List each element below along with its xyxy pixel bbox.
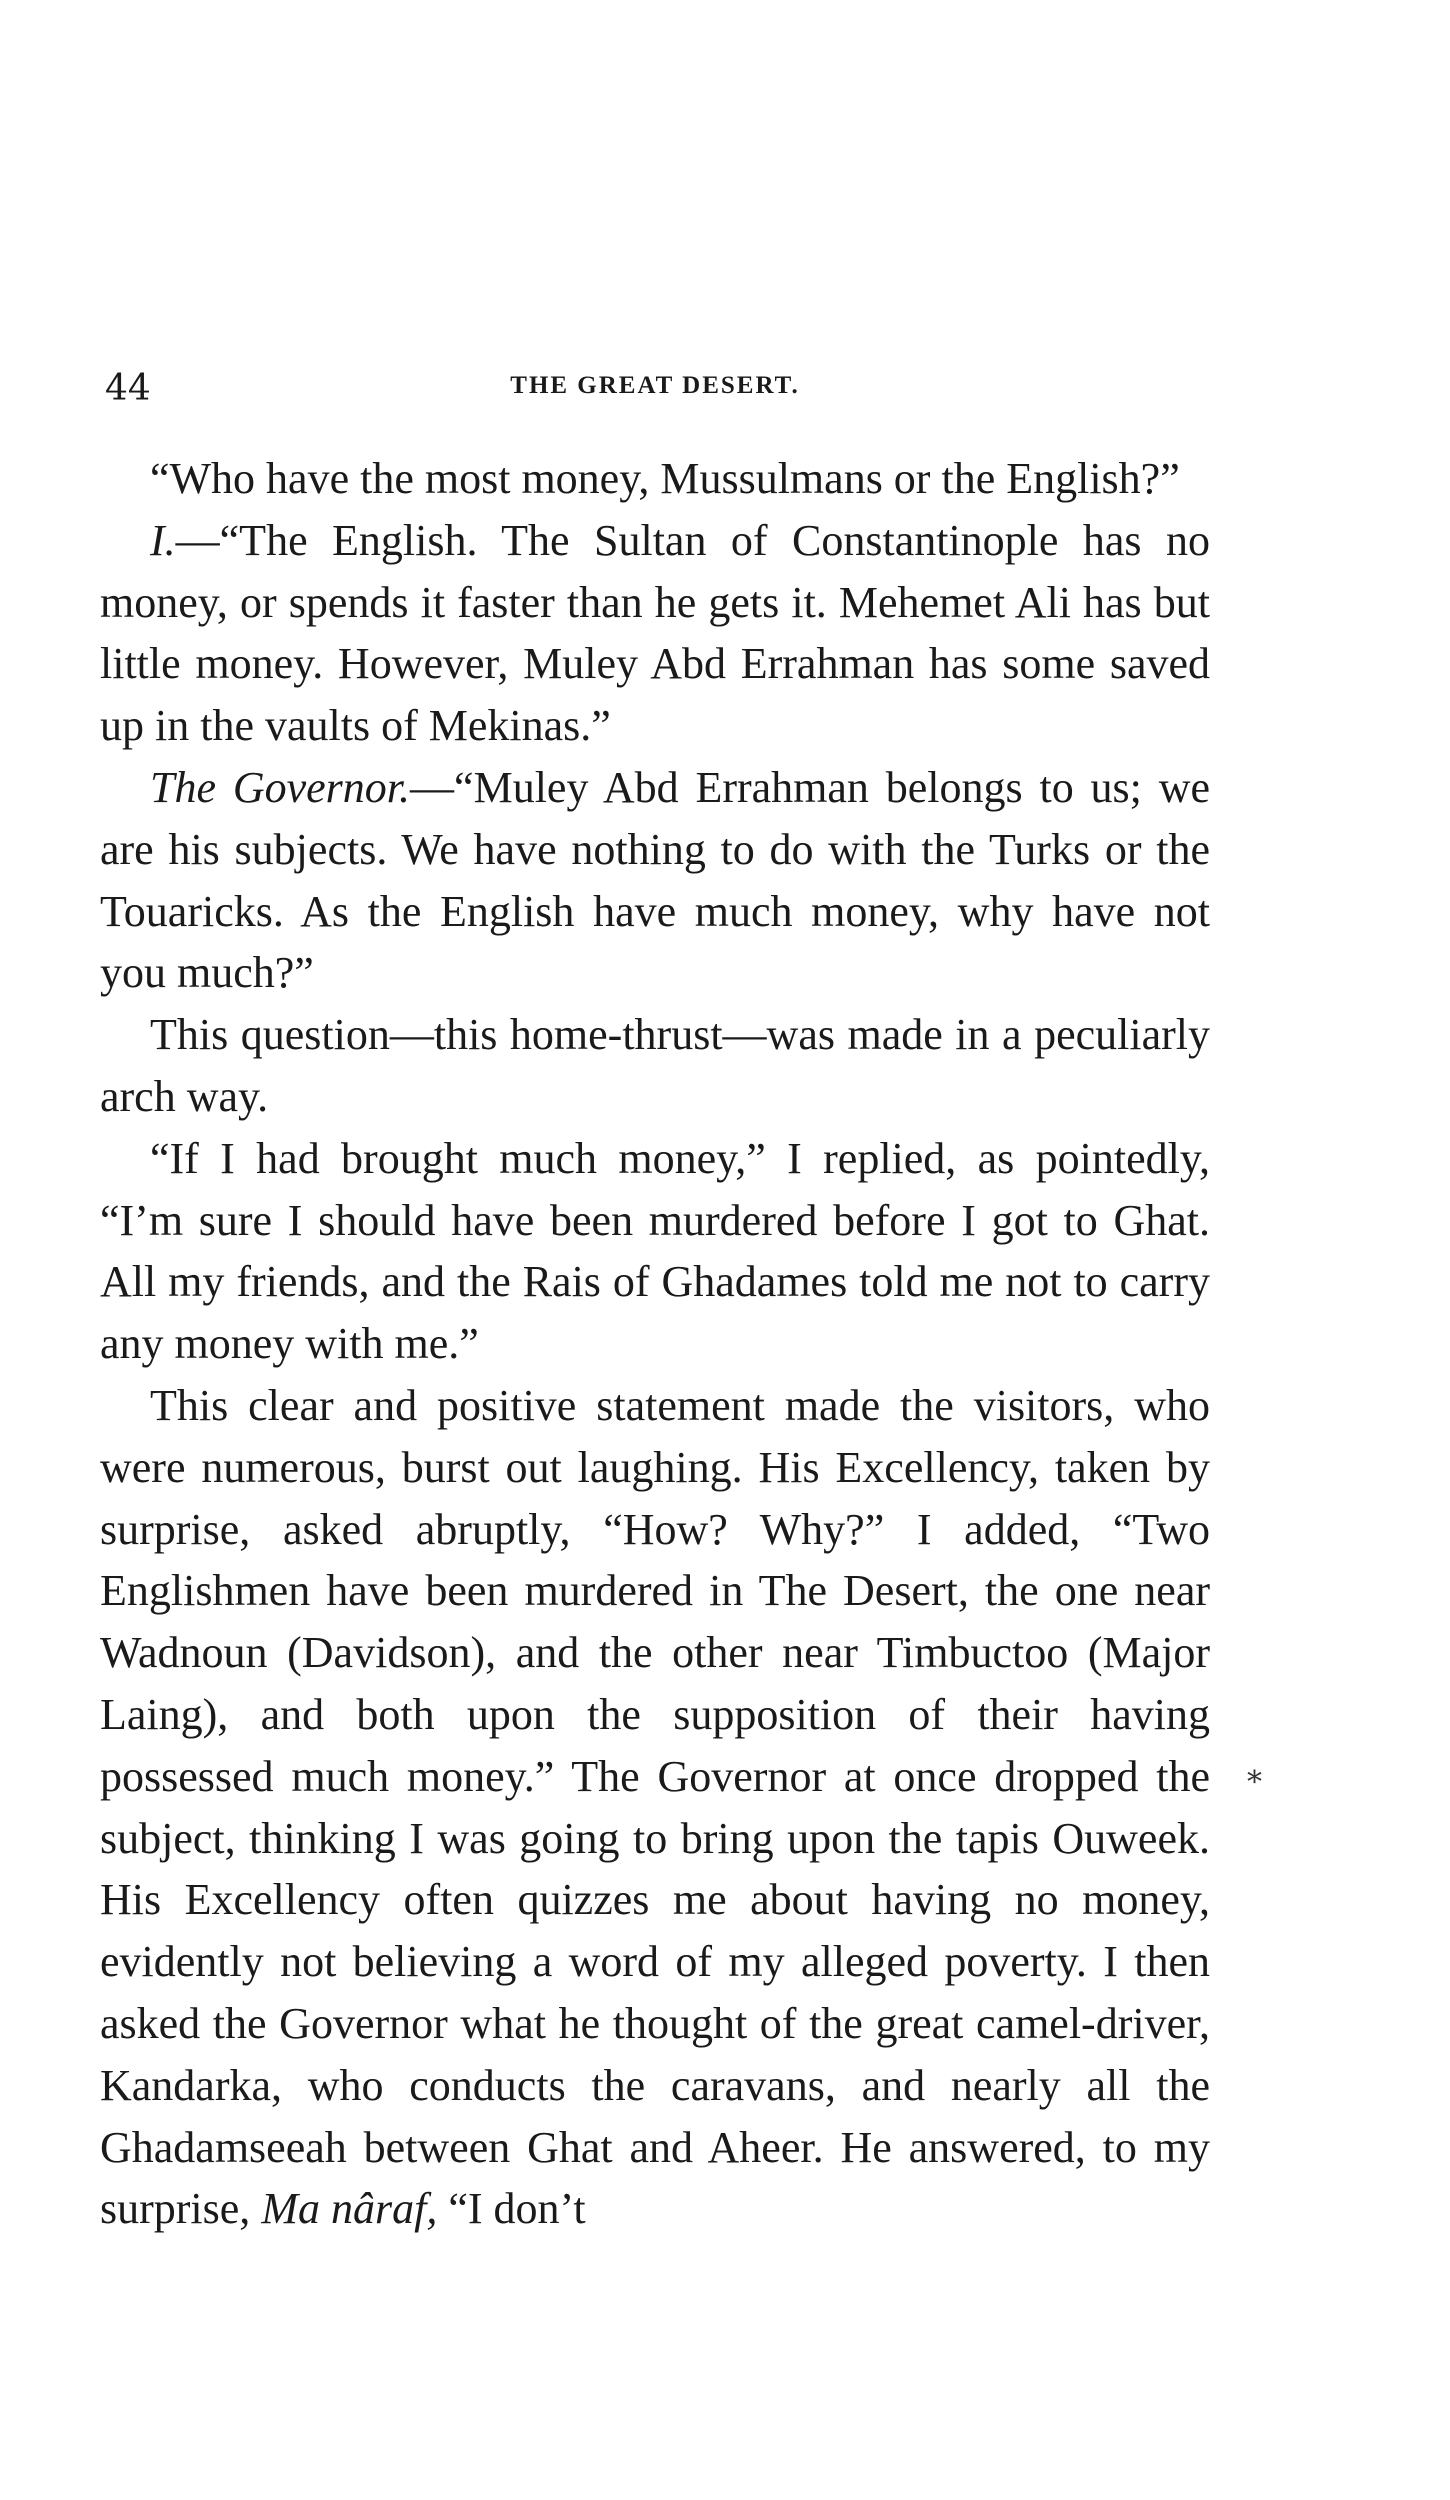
paragraph-text: “Who have the most money, Mussulmans or the English?” (150, 454, 1180, 503)
paragraph-text: “I don’t (437, 2184, 586, 2234)
paragraph-text: This question—this home-thrust—was made in a peculiarly arch way. (100, 1010, 1210, 1121)
paragraph (100, 448, 1210, 510)
page-header (100, 368, 1210, 408)
italic-text: Ma nâraf, (261, 2184, 438, 2234)
italic-text: I. (150, 515, 176, 565)
paragraph-text: “If I had brought much money,” I replied, as pointedly, “I’m sure I should have been murdered before I got to Ghat. All my friends, and the Rais of Ghadames told me not to carry any money with me.” (100, 1133, 1210, 1369)
paragraph-text: —“The English. The Sultan of Constantinople has no money, or spends it faster than he gets it. Mehemet Ali has but little money. However, Muley Abd Errahman has some saved up in the vaults of Mekinas.” (100, 515, 1210, 751)
paragraph-text: —“Muley Abd Errahman belongs to us; we are his subjects. We have nothing to do with the Turks or the Touaricks. As the English have much money, why have not you much?” (100, 762, 1211, 998)
body-text (100, 448, 1210, 2240)
running-title: THE GREAT DESERT. (510, 372, 800, 399)
paragraph (100, 510, 1210, 757)
paragraph-text: This clear and positive statement made the visitors, who were numerous, burst out laughing. His Excellency, taken by surprise, asked abruptly, “How? Why?” I added, “Two Englishmen have been murdered in The Desert, the one near Wadnoun (Davidson), and the other near Timbuctoo (Major Laing), and both upon the supposition of their having possessed much money.” The Governor at once dropped the subject, thinking I was going to bring upon the tapis Ouweek. His Excellency often quizzes me about having no money, evidently not believing a word of my alleged poverty. I then asked the Governor what he thought of the great camel-driver, Kandarka, who conducts the caravans, and nearly all the Ghadamseeah between Ghat and Aheer. He answered, to my surprise, (100, 1380, 1210, 2234)
paragraph (100, 757, 1210, 1004)
paragraph (100, 1004, 1210, 1128)
margin-mark: * (1247, 1765, 1262, 1800)
italic-text: The Governor. (150, 762, 411, 812)
page-number: 44 (105, 368, 151, 409)
paragraph (100, 1128, 1210, 1375)
paragraph (100, 1375, 1210, 2240)
